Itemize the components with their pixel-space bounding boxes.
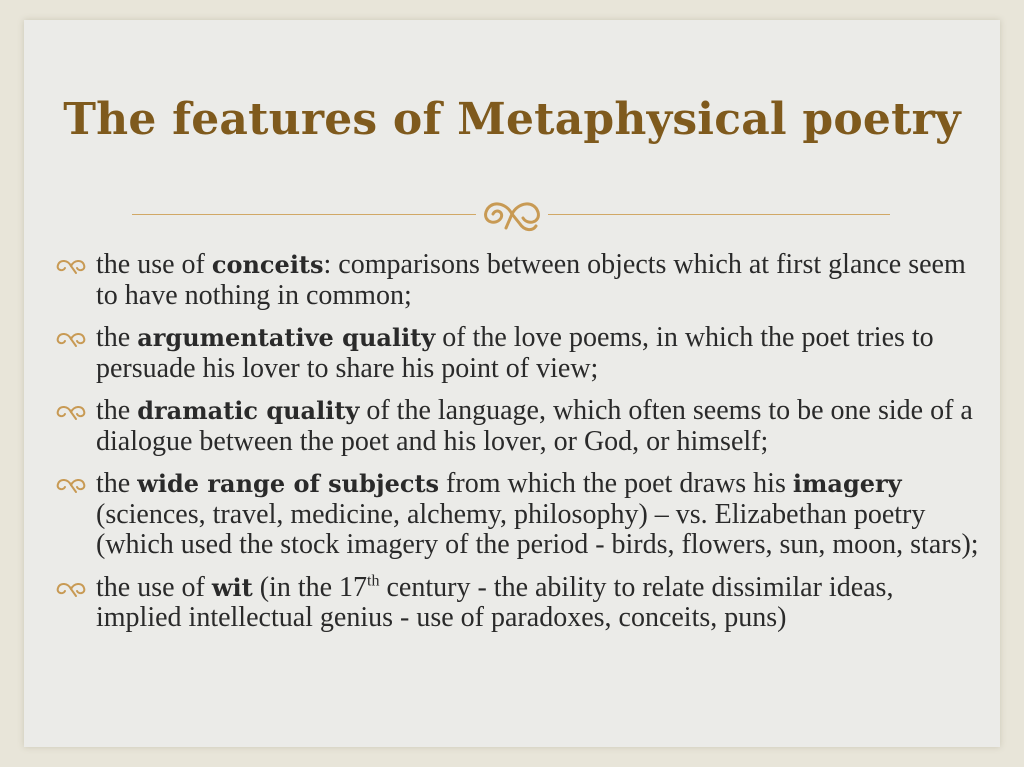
divider-line-right (548, 214, 890, 215)
bullet-bold-term: argumentative quality (137, 323, 436, 352)
swirl-bullet-icon (54, 257, 88, 275)
swirl-bullet-icon (54, 580, 88, 598)
bullet-text: from which the poet draws his (439, 468, 793, 499)
bullet-bold-term: wit (211, 572, 253, 602)
bullet-text: the (96, 468, 138, 499)
swirl-bullet-icon (54, 330, 88, 348)
bullet-bold-term: wide range of subjects (137, 469, 440, 498)
bullet-bold-term: dramatic quality (137, 396, 360, 425)
divider-line-left (132, 214, 476, 215)
bullet-list (52, 250, 982, 646)
bullet-item (52, 250, 982, 311)
bullet-text: the (96, 395, 138, 426)
bullet-bold-term: conceits (211, 250, 324, 279)
slide-title: The features of Metaphysical poetry (63, 94, 961, 145)
swirl-bullet-icon (54, 476, 88, 494)
bullet-text: : comparisons between objects which at first glance seem to have nothing in common; (96, 249, 966, 311)
superscript-th: th (367, 572, 380, 590)
swirl-ornament-icon (476, 190, 548, 238)
bullet-item (52, 573, 982, 634)
bullet-item (52, 469, 982, 561)
bullet-text: of the love poems, in which the poet tries to persuade his lover to share his point of view; (96, 322, 934, 384)
bullet-text: (sciences, travel, medicine, alchemy, philosophy) – vs. Elizabethan poetry (which used the stock imagery of the period - birds, flowers, sun, moon, stars); (96, 498, 979, 560)
bullet-text: century - the ability to relate dissimilar ideas, implied intellectual genius - use of paradoxes, conceits, puns) (96, 571, 894, 633)
bullet-text: of the language, which often seems to be one side of a dialogue between the poet and his lover, or God, or himself; (96, 395, 973, 457)
bullet-item (52, 396, 982, 457)
bullet-text: (in the 17 (252, 571, 368, 603)
swirl-bullet-icon (54, 403, 88, 421)
bullet-text: the (96, 322, 138, 353)
bullet-item (52, 323, 982, 384)
bullet-text: the use of (96, 249, 212, 280)
bullet-bold-term: imagery (792, 469, 902, 498)
bullet-text: the use of (96, 571, 212, 603)
